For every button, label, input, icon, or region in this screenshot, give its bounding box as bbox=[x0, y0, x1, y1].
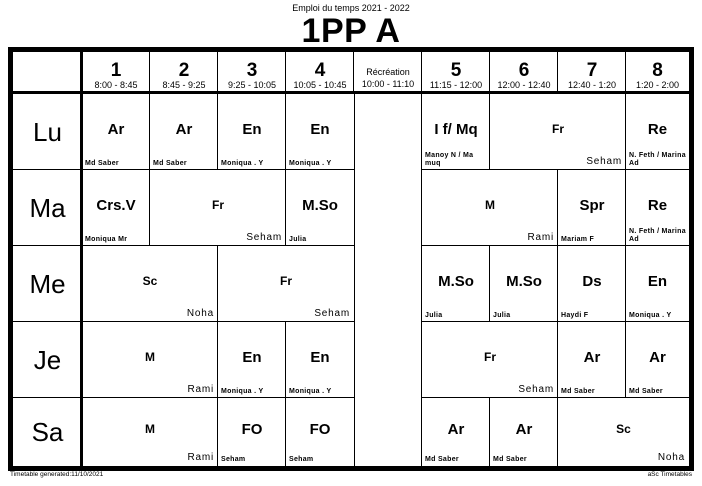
period-time: 9:25 - 10:05 bbox=[227, 80, 277, 90]
lesson-cell[interactable] bbox=[217, 245, 355, 323]
lesson-cell[interactable] bbox=[217, 321, 287, 399]
lesson-teacher: Julia bbox=[289, 236, 307, 243]
period-time: 11:15 - 12:00 bbox=[429, 80, 483, 90]
lesson-subject: Ar bbox=[175, 120, 193, 138]
lesson-subject: En bbox=[242, 120, 262, 138]
period-number: 8 bbox=[652, 60, 663, 81]
lesson-teacher: Rami bbox=[187, 452, 214, 463]
lesson-teacher: Moniqua . Y bbox=[289, 160, 332, 167]
lesson-subject: M bbox=[145, 421, 155, 436]
period-header-1 bbox=[81, 51, 151, 92]
lesson-subject: Ar bbox=[515, 420, 533, 438]
lesson-subject: M.So bbox=[302, 196, 338, 214]
period-header-8 bbox=[625, 51, 690, 92]
lesson-teacher: Moniqua . Y bbox=[629, 312, 672, 319]
lesson-teacher: Md Saber bbox=[85, 160, 119, 167]
lesson-subject: M bbox=[485, 197, 495, 212]
lesson-teacher: Mariam F bbox=[561, 236, 595, 243]
lesson-subject: Ds bbox=[582, 272, 602, 290]
lesson-cell[interactable] bbox=[285, 321, 355, 399]
period-number: 3 bbox=[246, 60, 258, 81]
day-label-sa: Sa bbox=[12, 397, 83, 467]
lesson-subject: Ar bbox=[447, 420, 465, 438]
lesson-teacher: Md Saber bbox=[493, 456, 527, 463]
lesson-subject: Ar bbox=[107, 120, 125, 138]
lesson-subject: FO bbox=[241, 420, 263, 438]
timetable-subtitle: Emploi du temps 2021 - 2022 bbox=[292, 3, 410, 13]
day-label-ma: Ma bbox=[12, 169, 83, 247]
timetable-grid bbox=[8, 47, 694, 471]
lesson-cell[interactable] bbox=[149, 93, 219, 171]
lesson-cell[interactable] bbox=[557, 321, 627, 399]
lesson-teacher: Moniqua . Y bbox=[289, 388, 332, 395]
lesson-subject: En bbox=[310, 120, 330, 138]
lesson-cell[interactable] bbox=[557, 169, 627, 247]
period-time: 10:05 - 10:45 bbox=[293, 80, 347, 90]
lesson-teacher: Seham bbox=[314, 308, 350, 319]
lesson-cell[interactable] bbox=[557, 245, 627, 323]
lesson-teacher: Seham bbox=[246, 232, 282, 243]
lesson-teacher: Md Saber bbox=[629, 388, 663, 395]
lesson-subject: I f/ Mq bbox=[434, 120, 478, 138]
lesson-subject: Ar bbox=[649, 348, 666, 366]
day-label-lu: Lu bbox=[12, 93, 83, 171]
lesson-subject: FO bbox=[309, 420, 331, 438]
footer-generated: Timetable generated:11/10/2021 bbox=[10, 471, 104, 478]
lesson-subject: M.So bbox=[506, 272, 542, 290]
lesson-subject: Fr bbox=[552, 121, 564, 136]
lesson-subject: Spr bbox=[579, 196, 605, 214]
lesson-subject: En bbox=[647, 272, 668, 290]
lesson-subject: Fr bbox=[212, 197, 224, 212]
lesson-subject: Fr bbox=[484, 349, 496, 364]
period-number: 6 bbox=[518, 60, 530, 81]
lesson-subject: En bbox=[242, 348, 262, 366]
lesson-cell[interactable] bbox=[625, 169, 690, 247]
lesson-cell[interactable] bbox=[81, 93, 151, 171]
period-time: 1:20 - 2:00 bbox=[635, 80, 680, 90]
lesson-cell[interactable] bbox=[217, 93, 287, 171]
period-header-6 bbox=[489, 51, 559, 92]
lesson-subject: Re bbox=[647, 120, 668, 138]
lesson-cell[interactable] bbox=[489, 397, 559, 467]
lesson-cell[interactable] bbox=[81, 397, 219, 467]
lesson-teacher: Moniqua . Y bbox=[221, 388, 264, 395]
lesson-subject: Re bbox=[647, 196, 668, 214]
lesson-cell[interactable] bbox=[421, 397, 491, 467]
lesson-cell[interactable] bbox=[557, 397, 690, 467]
lesson-cell[interactable] bbox=[421, 321, 559, 399]
lesson-cell[interactable] bbox=[149, 169, 287, 247]
lesson-teacher: Seham bbox=[289, 456, 314, 463]
lesson-cell[interactable] bbox=[81, 321, 219, 399]
lesson-subject: Ar bbox=[583, 348, 601, 366]
lesson-teacher: Seham bbox=[586, 156, 622, 167]
recess-header bbox=[353, 51, 423, 92]
lesson-subject: En bbox=[310, 348, 330, 366]
lesson-subject: Sc bbox=[142, 273, 158, 288]
lesson-cell[interactable] bbox=[421, 169, 559, 247]
lesson-cell[interactable] bbox=[285, 169, 355, 247]
lesson-teacher: Noha bbox=[657, 452, 685, 463]
lesson-teacher: Seham bbox=[518, 384, 554, 395]
lesson-teacher: Seham bbox=[221, 456, 246, 463]
lesson-cell[interactable] bbox=[81, 245, 219, 323]
footer-brand: aSc Timetables bbox=[647, 471, 692, 478]
lesson-cell[interactable] bbox=[625, 321, 690, 399]
day-column-separator bbox=[80, 51, 83, 467]
lesson-teacher: Julia bbox=[493, 312, 511, 319]
recess-label: Récréation bbox=[366, 67, 410, 77]
lesson-teacher: Moniqua Mr bbox=[85, 236, 128, 243]
corner-cell bbox=[12, 51, 83, 92]
day-label-je: Je bbox=[12, 321, 83, 399]
lesson-teacher: N. Feth / Marina Ad bbox=[629, 228, 686, 243]
lesson-teacher: Manoy N / Ma muq bbox=[425, 152, 474, 167]
period-number: 5 bbox=[450, 60, 462, 81]
period-number: 2 bbox=[178, 60, 190, 81]
lesson-teacher: Noha bbox=[186, 308, 214, 319]
period-time: 12:40 - 1:20 bbox=[567, 80, 617, 90]
lesson-subject: Crs.V bbox=[96, 196, 136, 214]
class-title: 1PP A bbox=[301, 12, 401, 50]
lesson-teacher: Haydi F bbox=[561, 312, 589, 319]
period-header-4 bbox=[285, 51, 355, 92]
period-time: 8:45 - 9:25 bbox=[162, 80, 206, 90]
period-number: 4 bbox=[314, 60, 326, 81]
lesson-teacher: Rami bbox=[187, 384, 214, 395]
recess-time: 10:00 - 11:10 bbox=[361, 79, 415, 89]
lesson-cell[interactable] bbox=[217, 397, 287, 467]
period-number: 7 bbox=[586, 60, 598, 81]
lesson-teacher: Md Saber bbox=[561, 388, 595, 395]
lesson-cell[interactable] bbox=[489, 93, 627, 171]
lesson-teacher: Julia bbox=[425, 312, 443, 319]
lesson-cell[interactable] bbox=[81, 169, 151, 247]
period-time: 12:00 - 12:40 bbox=[497, 80, 551, 90]
lesson-cell[interactable] bbox=[285, 93, 355, 171]
period-header-5 bbox=[421, 51, 491, 92]
lesson-subject: M.So bbox=[438, 272, 474, 290]
period-number: 1 bbox=[110, 60, 122, 81]
lesson-teacher: Moniqua . Y bbox=[221, 160, 264, 167]
lesson-subject: Fr bbox=[280, 273, 292, 288]
period-header-2 bbox=[149, 51, 219, 92]
lesson-cell[interactable] bbox=[625, 93, 690, 171]
period-header-3 bbox=[217, 51, 287, 92]
recess-column bbox=[353, 93, 423, 467]
lesson-cell[interactable] bbox=[421, 93, 491, 171]
lesson-subject: M bbox=[145, 349, 155, 364]
lesson-teacher: N. Feth / Marina Ad bbox=[629, 152, 686, 167]
lesson-teacher: Md Saber bbox=[425, 456, 459, 463]
day-label-me: Me bbox=[12, 245, 83, 323]
period-header-7 bbox=[557, 51, 627, 92]
period-time: 8:00 - 8:45 bbox=[94, 80, 138, 90]
lesson-subject: Sc bbox=[616, 421, 631, 436]
lesson-cell[interactable] bbox=[625, 245, 690, 323]
lesson-cell[interactable] bbox=[421, 245, 491, 323]
lesson-cell[interactable] bbox=[285, 397, 355, 467]
lesson-cell[interactable] bbox=[489, 245, 559, 323]
lesson-teacher: Md Saber bbox=[153, 160, 187, 167]
lesson-teacher: Rami bbox=[527, 232, 554, 243]
